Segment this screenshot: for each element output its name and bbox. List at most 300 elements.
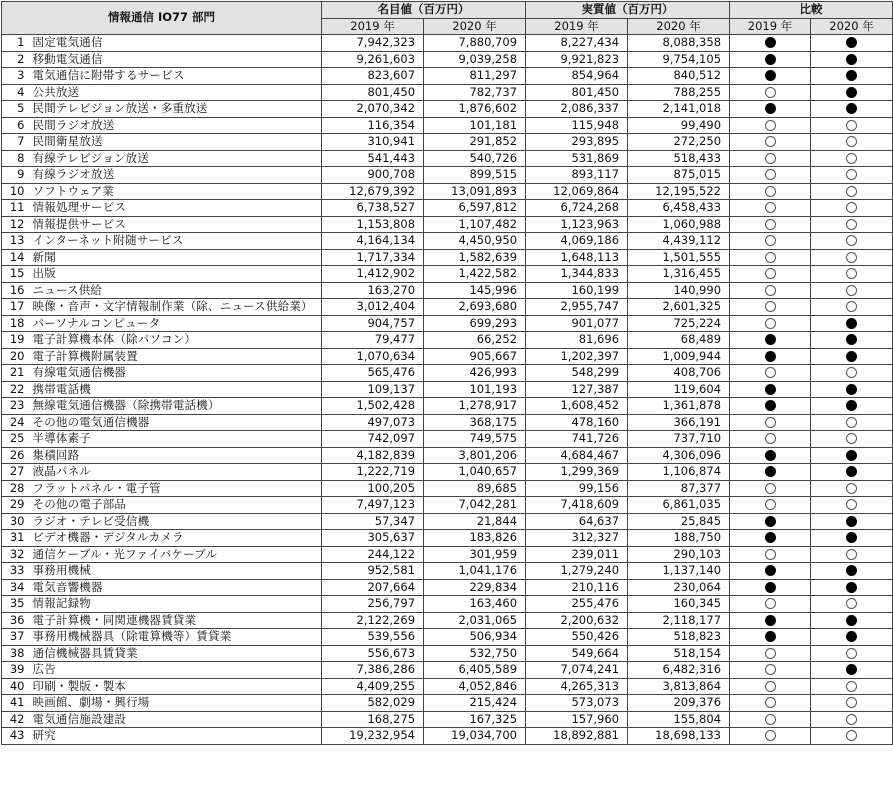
nominal-2020: 532,750	[424, 645, 526, 662]
real-2019: 1,202,397	[526, 348, 628, 365]
table-row	[2, 84, 893, 101]
nominal-2019: 952,581	[322, 563, 424, 580]
table-row	[2, 464, 893, 481]
real-2019: 2,086,337	[526, 101, 628, 118]
filled-circle-icon	[765, 103, 776, 114]
real-2020: 4,439,112	[628, 233, 730, 250]
row-number: 19	[2, 332, 29, 349]
row-number: 41	[2, 695, 29, 712]
table-row	[2, 497, 893, 514]
empty-circle-icon	[846, 483, 857, 494]
real-2020: 230,064	[628, 579, 730, 596]
compare-2019	[730, 332, 811, 349]
compare-2019	[730, 167, 811, 184]
compare-2020	[811, 431, 893, 448]
nominal-2019: 100,205	[322, 480, 424, 497]
nominal-2019: 7,942,323	[322, 35, 424, 52]
row-number: 38	[2, 645, 29, 662]
compare-2020	[811, 612, 893, 629]
filled-circle-icon	[765, 400, 776, 411]
compare-2020	[811, 68, 893, 85]
real-2019: 801,450	[526, 84, 628, 101]
nominal-2020: 1,422,582	[424, 266, 526, 283]
real-2019: 549,664	[526, 645, 628, 662]
table-row	[2, 563, 893, 580]
real-2020: 4,306,096	[628, 447, 730, 464]
real-2020: 1,106,874	[628, 464, 730, 481]
real-2019: 115,948	[526, 117, 628, 134]
real-2020: 875,015	[628, 167, 730, 184]
compare-2019	[730, 299, 811, 316]
compare-2019	[730, 35, 811, 52]
table-row	[2, 233, 893, 250]
compare-2019	[730, 84, 811, 101]
compare-2019	[730, 546, 811, 563]
filled-circle-icon	[765, 532, 776, 543]
filled-circle-icon	[846, 334, 857, 345]
real-2019: 2,200,632	[526, 612, 628, 629]
compare-2020	[811, 398, 893, 415]
nominal-2020: 167,325	[424, 711, 526, 728]
real-2020: 1,501,555	[628, 249, 730, 266]
filled-circle-icon	[846, 351, 857, 362]
sector-header: 情報通信 IO77 部門	[2, 2, 322, 35]
row-number: 36	[2, 612, 29, 629]
real-2020: 1,009,944	[628, 348, 730, 365]
real-2020: 1,137,140	[628, 563, 730, 580]
real-2020: 272,250	[628, 134, 730, 151]
row-number: 43	[2, 728, 29, 745]
sector-name: 電気通信施設建設	[29, 711, 322, 728]
compare-2020	[811, 348, 893, 365]
empty-circle-icon	[765, 219, 776, 230]
compare-2019	[730, 266, 811, 283]
empty-circle-icon	[846, 153, 857, 164]
table-row	[2, 266, 893, 283]
row-number: 6	[2, 117, 29, 134]
row-number: 32	[2, 546, 29, 563]
real-2020: 2,141,018	[628, 101, 730, 118]
compare-2019	[730, 117, 811, 134]
table-row	[2, 695, 893, 712]
real-header: 実質値（百万円）	[526, 2, 730, 19]
compare-2019	[730, 233, 811, 250]
nominal-2019: 310,941	[322, 134, 424, 151]
row-number: 18	[2, 315, 29, 332]
sector-name: 事務用機械	[29, 563, 322, 580]
real-2020: 788,255	[628, 84, 730, 101]
nominal-2019: 742,097	[322, 431, 424, 448]
empty-circle-icon	[765, 697, 776, 708]
real-2020: 408,706	[628, 365, 730, 382]
real-2020: 518,154	[628, 645, 730, 662]
nominal-2020: 229,834	[424, 579, 526, 596]
nominal-2020: 368,175	[424, 414, 526, 431]
filled-circle-icon	[765, 615, 776, 626]
compare-2020	[811, 51, 893, 68]
compare-2020	[811, 546, 893, 563]
row-number: 28	[2, 480, 29, 497]
nominal-2020: 905,667	[424, 348, 526, 365]
row-number: 34	[2, 579, 29, 596]
real-2019: 127,387	[526, 381, 628, 398]
row-number: 17	[2, 299, 29, 316]
real-2019: 1,279,240	[526, 563, 628, 580]
filled-circle-icon	[765, 582, 776, 593]
table-row	[2, 711, 893, 728]
compare-2020	[811, 101, 893, 118]
real-2020: 1,361,878	[628, 398, 730, 415]
compare-2019	[730, 431, 811, 448]
sector-name: ニュース供給	[29, 282, 322, 299]
compare-2019	[730, 596, 811, 613]
real-2019: 293,895	[526, 134, 628, 151]
nominal-2019: 2,070,342	[322, 101, 424, 118]
compare-2019	[730, 629, 811, 646]
nominal-2020: 13,091,893	[424, 183, 526, 200]
nominal-2019: 1,070,634	[322, 348, 424, 365]
filled-circle-icon	[765, 466, 776, 477]
nominal-2020-header: 2020 年	[424, 18, 526, 35]
empty-circle-icon	[765, 252, 776, 263]
compare-2019	[730, 612, 811, 629]
nominal-2019: 1,222,719	[322, 464, 424, 481]
row-number: 40	[2, 678, 29, 695]
real-2019: 2,955,747	[526, 299, 628, 316]
empty-circle-icon	[846, 549, 857, 560]
sector-name: 有線電気通信機器	[29, 365, 322, 382]
table-row	[2, 431, 893, 448]
empty-circle-icon	[765, 120, 776, 131]
real-2020: 1,316,455	[628, 266, 730, 283]
real-2019: 1,648,113	[526, 249, 628, 266]
empty-circle-icon	[846, 433, 857, 444]
empty-circle-icon	[846, 598, 857, 609]
nominal-2019: 1,153,808	[322, 216, 424, 233]
filled-circle-icon	[846, 87, 857, 98]
compare-2019	[730, 579, 811, 596]
compare-2020	[811, 266, 893, 283]
compare-2020	[811, 662, 893, 679]
real-2020: 140,990	[628, 282, 730, 299]
compare-2020	[811, 497, 893, 514]
compare-2020	[811, 711, 893, 728]
empty-circle-icon	[765, 483, 776, 494]
empty-circle-icon	[765, 318, 776, 329]
real-2019: 548,299	[526, 365, 628, 382]
empty-circle-icon	[765, 235, 776, 246]
compare-2020	[811, 117, 893, 134]
compare-2019	[730, 348, 811, 365]
filled-circle-icon	[765, 450, 776, 461]
filled-circle-icon	[846, 565, 857, 576]
table-row	[2, 216, 893, 233]
nominal-2020: 3,801,206	[424, 447, 526, 464]
nominal-2020: 6,405,589	[424, 662, 526, 679]
compare-2020	[811, 315, 893, 332]
table-row	[2, 315, 893, 332]
compare-2019	[730, 645, 811, 662]
empty-circle-icon	[765, 367, 776, 378]
row-number: 39	[2, 662, 29, 679]
sector-name: 広告	[29, 662, 322, 679]
compare-2019	[730, 68, 811, 85]
compare-2020	[811, 414, 893, 431]
empty-circle-icon	[846, 252, 857, 263]
empty-circle-icon	[765, 136, 776, 147]
real-2020: 188,750	[628, 530, 730, 547]
real-2019: 4,684,467	[526, 447, 628, 464]
sector-name: 印刷・製版・製本	[29, 678, 322, 695]
row-number: 25	[2, 431, 29, 448]
filled-circle-icon	[765, 351, 776, 362]
nominal-2020: 101,193	[424, 381, 526, 398]
sector-name: 携帯電話機	[29, 381, 322, 398]
compare-2019	[730, 530, 811, 547]
row-number: 27	[2, 464, 29, 481]
row-number: 12	[2, 216, 29, 233]
compare-2020	[811, 530, 893, 547]
empty-circle-icon	[765, 549, 776, 560]
nominal-2020: 540,726	[424, 150, 526, 167]
nominal-2019: 6,738,527	[322, 200, 424, 217]
nominal-2019: 305,637	[322, 530, 424, 547]
sector-name: 移動電気通信	[29, 51, 322, 68]
row-number: 10	[2, 183, 29, 200]
row-number: 29	[2, 497, 29, 514]
empty-circle-icon	[765, 301, 776, 312]
real-2019: 9,921,823	[526, 51, 628, 68]
table-row	[2, 414, 893, 431]
real-2019: 4,265,313	[526, 678, 628, 695]
filled-circle-icon	[765, 631, 776, 642]
nominal-2019: 565,476	[322, 365, 424, 382]
filled-circle-icon	[765, 384, 776, 395]
sector-name: 電子計算機・同関連機器賃貸業	[29, 612, 322, 629]
nominal-2019: 801,450	[322, 84, 424, 101]
nominal-2020: 183,826	[424, 530, 526, 547]
compare-2020	[811, 332, 893, 349]
real-2020: 8,088,358	[628, 35, 730, 52]
empty-circle-icon	[765, 153, 776, 164]
real-2019: 6,724,268	[526, 200, 628, 217]
table-row	[2, 249, 893, 266]
filled-circle-icon	[846, 582, 857, 593]
real-2019: 210,116	[526, 579, 628, 596]
compare-2019	[730, 101, 811, 118]
real-2019: 8,227,434	[526, 35, 628, 52]
row-number: 15	[2, 266, 29, 283]
ict-sector-table	[1, 1, 893, 745]
compare-2019	[730, 513, 811, 530]
nominal-2020: 699,293	[424, 315, 526, 332]
real-2019: 573,073	[526, 695, 628, 712]
filled-circle-icon	[846, 400, 857, 411]
real-2020: 290,103	[628, 546, 730, 563]
real-2020: 119,604	[628, 381, 730, 398]
compare-2020	[811, 216, 893, 233]
compare-2019	[730, 678, 811, 695]
row-number: 16	[2, 282, 29, 299]
real-2020: 2,118,177	[628, 612, 730, 629]
table-row	[2, 530, 893, 547]
nominal-2020: 4,450,950	[424, 233, 526, 250]
nominal-2020: 215,424	[424, 695, 526, 712]
empty-circle-icon	[765, 268, 776, 279]
compare-2020	[811, 579, 893, 596]
row-number: 31	[2, 530, 29, 547]
nominal-2019: 539,556	[322, 629, 424, 646]
table-row	[2, 398, 893, 415]
empty-circle-icon	[846, 730, 857, 741]
row-number: 1	[2, 35, 29, 52]
nominal-2019: 2,122,269	[322, 612, 424, 629]
empty-circle-icon	[846, 681, 857, 692]
table-row	[2, 282, 893, 299]
nominal-2020: 19,034,700	[424, 728, 526, 745]
sector-name: 通信ケーブル・光ファイバケーブル	[29, 546, 322, 563]
row-number: 37	[2, 629, 29, 646]
compare-2019	[730, 414, 811, 431]
table-row	[2, 728, 893, 745]
sector-name: 固定電気通信	[29, 35, 322, 52]
real-2019: 7,074,241	[526, 662, 628, 679]
table-row	[2, 348, 893, 365]
real-2020: 725,224	[628, 315, 730, 332]
compare-2020	[811, 150, 893, 167]
real-2019: 854,964	[526, 68, 628, 85]
table-row	[2, 150, 893, 167]
compare-header: 比較	[730, 2, 893, 19]
nominal-2020: 101,181	[424, 117, 526, 134]
sector-name: 電気音響機器	[29, 579, 322, 596]
table-row	[2, 662, 893, 679]
row-number: 23	[2, 398, 29, 415]
compare-2019	[730, 315, 811, 332]
compare-2019	[730, 200, 811, 217]
compare-2019	[730, 728, 811, 745]
real-2019: 893,117	[526, 167, 628, 184]
nominal-2020: 506,934	[424, 629, 526, 646]
sector-name: 有線ラジオ放送	[29, 167, 322, 184]
real-2020: 6,482,316	[628, 662, 730, 679]
compare-2020	[811, 563, 893, 580]
row-number: 33	[2, 563, 29, 580]
filled-circle-icon	[846, 70, 857, 81]
row-number: 3	[2, 68, 29, 85]
filled-circle-icon	[846, 516, 857, 527]
sector-name: ビデオ機器・デジタルカメラ	[29, 530, 322, 547]
nominal-2019: 1,412,902	[322, 266, 424, 283]
compare-2019	[730, 249, 811, 266]
real-2020: 18,698,133	[628, 728, 730, 745]
compare-2020	[811, 464, 893, 481]
real-2020: 2,601,325	[628, 299, 730, 316]
row-number: 11	[2, 200, 29, 217]
nominal-2020: 1,582,639	[424, 249, 526, 266]
compare-2019	[730, 480, 811, 497]
table-row	[2, 579, 893, 596]
row-number: 13	[2, 233, 29, 250]
nominal-2019: 168,275	[322, 711, 424, 728]
compare-2020-header: 2020 年	[811, 18, 893, 35]
nominal-2020: 1,040,657	[424, 464, 526, 481]
compare-2020	[811, 134, 893, 151]
nominal-2020: 782,737	[424, 84, 526, 101]
compare-2019	[730, 134, 811, 151]
empty-circle-icon	[846, 202, 857, 213]
filled-circle-icon	[846, 466, 857, 477]
empty-circle-icon	[765, 285, 776, 296]
filled-circle-icon	[765, 54, 776, 65]
real-2020: 68,489	[628, 332, 730, 349]
table-row	[2, 596, 893, 613]
real-2020: 366,191	[628, 414, 730, 431]
compare-2019	[730, 464, 811, 481]
filled-circle-icon	[765, 334, 776, 345]
filled-circle-icon	[846, 384, 857, 395]
nominal-2020: 1,278,917	[424, 398, 526, 415]
row-number: 2	[2, 51, 29, 68]
real-2020: 1,060,988	[628, 216, 730, 233]
table-row	[2, 183, 893, 200]
empty-circle-icon	[846, 285, 857, 296]
nominal-2019: 19,232,954	[322, 728, 424, 745]
sector-name: パーソナルコンピュータ	[29, 315, 322, 332]
nominal-2019: 7,386,286	[322, 662, 424, 679]
empty-circle-icon	[846, 186, 857, 197]
empty-circle-icon	[765, 664, 776, 675]
real-2019: 531,869	[526, 150, 628, 167]
row-number: 8	[2, 150, 29, 167]
real-2019: 1,123,963	[526, 216, 628, 233]
compare-2020	[811, 365, 893, 382]
nominal-2020: 163,460	[424, 596, 526, 613]
row-number: 35	[2, 596, 29, 613]
table-row	[2, 68, 893, 85]
row-number: 7	[2, 134, 29, 151]
row-number: 42	[2, 711, 29, 728]
real-2019: 1,299,369	[526, 464, 628, 481]
real-2019: 741,726	[526, 431, 628, 448]
nominal-2019: 57,347	[322, 513, 424, 530]
filled-circle-icon	[846, 450, 857, 461]
sector-name: 通信機械器具賃貸業	[29, 645, 322, 662]
nominal-2019: 9,261,603	[322, 51, 424, 68]
compare-2020	[811, 645, 893, 662]
table-row	[2, 480, 893, 497]
nominal-2020: 6,597,812	[424, 200, 526, 217]
sector-name: その他の電気通信機器	[29, 414, 322, 431]
real-2019: 81,696	[526, 332, 628, 349]
table-row	[2, 299, 893, 316]
nominal-2019: 582,029	[322, 695, 424, 712]
real-2020: 12,195,522	[628, 183, 730, 200]
header-row	[2, 2, 893, 19]
empty-circle-icon	[846, 697, 857, 708]
compare-2020	[811, 480, 893, 497]
nominal-2020: 426,993	[424, 365, 526, 382]
row-number: 4	[2, 84, 29, 101]
nominal-2019: 1,502,428	[322, 398, 424, 415]
empty-circle-icon	[765, 186, 776, 197]
nominal-2020: 291,852	[424, 134, 526, 151]
real-2019: 239,011	[526, 546, 628, 563]
empty-circle-icon	[765, 499, 776, 510]
filled-circle-icon	[765, 37, 776, 48]
row-number: 21	[2, 365, 29, 382]
table-row	[2, 629, 893, 646]
